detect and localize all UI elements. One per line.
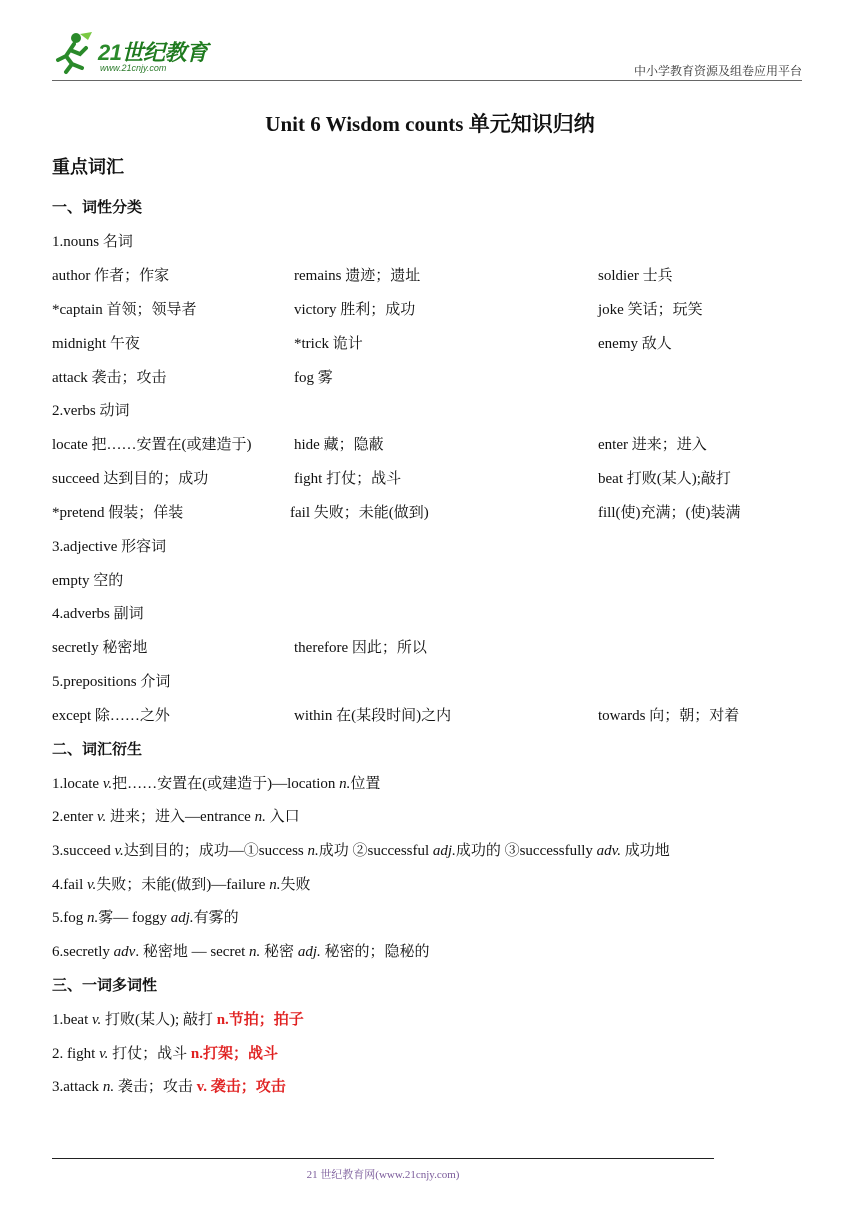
heading-multi-pos: 三、一词多词性 — [52, 976, 158, 994]
runner-logo-icon — [52, 30, 98, 76]
multi-pos-line: 1.beat v. 打败(某人); 敲打 n.节拍；拍子 — [52, 1012, 304, 1028]
vocab-cell: victory 胜利；成功 — [294, 302, 416, 318]
multi-pos-line: 2. fight v. 打仗；战斗 n.打架；战斗 — [52, 1046, 278, 1062]
vocab-cell: midnight 午夜 — [52, 336, 140, 352]
vocab-row — [52, 467, 802, 489]
logo-url: www.21cnjy.com — [100, 63, 167, 73]
vocab-cell: fog 雾 — [294, 370, 333, 386]
site-logo — [52, 28, 232, 78]
vocab-cell: secretly 秘密地 — [52, 640, 148, 656]
vocab-cell: *captain 首领；领导者 — [52, 302, 197, 318]
derivation-line: 1.locate v.把……安置在(或建造于)—location n.位置 — [52, 776, 381, 792]
vocab-cell: enemy 敌人 — [598, 336, 672, 352]
vocab-cell: beat 打败(某人);敲打 — [598, 471, 731, 487]
vocab-cell: soldier 士兵 — [598, 268, 673, 284]
page-title: Unit 6 Wisdom counts 单元知识归纳 — [265, 112, 595, 136]
vocab-cell: towards 向；朝；对着 — [598, 708, 740, 724]
derivation-line: 2.enter v. 进来；进入—entrance n. 入口 — [52, 809, 300, 825]
footer-text: 21 世纪教育网(www.21cnjy.com) — [306, 1169, 460, 1181]
vocab-cell: *pretend 假装；佯装 — [52, 505, 184, 521]
vocab-cell: fight 打仗；战斗 — [294, 471, 402, 487]
vocab-row — [52, 704, 802, 726]
vocab-cell: *trick 诡计 — [294, 336, 363, 352]
vocab-cell: fill(使)充满；(使)装满 — [598, 505, 741, 521]
heading-word-classes: 一、词性分类 — [52, 198, 143, 216]
vocab-cell: locate 把……安置在(或建造于) — [52, 437, 252, 453]
vocab-cell: hide 藏；隐蔽 — [294, 437, 384, 453]
derivation-line: 4.fail v.失败；未能(做到)—failure n.失败 — [52, 877, 311, 893]
derivation-line: 5.fog n.雾— foggy adj.有雾的 — [52, 910, 239, 926]
header-divider — [52, 80, 802, 81]
vocab-row — [52, 366, 802, 388]
vocab-cell: attack 袭击；攻击 — [52, 370, 167, 386]
answer-text: n.节拍；拍子 — [216, 1012, 304, 1028]
vocab-cell: remains 遗迹；遗址 — [294, 268, 421, 284]
label-adverbs: 4.adverbs 副词 — [52, 606, 144, 622]
answer-text: n.打架；战斗 — [190, 1046, 278, 1062]
vocab-cell: fail 失败；未能(做到) — [290, 505, 429, 521]
derivation-line: 3.succeed v.达到目的；成功—①success n.成功 ②successful adj.成功的 ③successfully adv. 成功地 — [52, 843, 670, 859]
vocab-row — [52, 332, 802, 354]
logo-wordmark: 21世纪教育 — [98, 40, 208, 65]
section-heading-key-vocab: 重点词汇 — [52, 157, 124, 178]
vocab-row: empty 空的 — [52, 573, 124, 589]
vocab-cell: joke 笑话；玩笑 — [598, 302, 703, 318]
multi-pos-line: 3.attack n. 袭击；攻击 v. 袭击；攻击 — [52, 1079, 286, 1095]
footer-divider — [52, 1158, 714, 1159]
answer-text: v. 袭击；攻击 — [196, 1079, 286, 1095]
derivation-line: 6.secretly adv. 秘密地 — secret n. 秘密 adj. 秘密的；隐秘的 — [52, 944, 430, 960]
heading-word-derivation: 二、词汇衍生 — [52, 740, 143, 758]
vocab-cell: therefore 因此；所以 — [294, 640, 427, 656]
vocab-cell: enter 进来；进入 — [598, 437, 707, 453]
vocab-row — [52, 636, 802, 658]
label-prepositions: 5.prepositions 介词 — [52, 674, 171, 690]
vocab-row — [52, 501, 802, 523]
vocab-cell: except 除……之外 — [52, 708, 170, 724]
label-adjective: 3.adjective 形容词 — [52, 539, 167, 555]
vocab-row — [52, 264, 802, 286]
label-verbs: 2.verbs 动词 — [52, 403, 130, 419]
label-nouns: 1.nouns 名词 — [52, 234, 133, 250]
vocab-row — [52, 433, 802, 455]
vocab-row — [52, 298, 802, 320]
page-header — [52, 28, 802, 82]
vocab-cell: succeed 达到目的；成功 — [52, 471, 209, 487]
vocab-cell: author 作者；作家 — [52, 268, 170, 284]
vocab-cell: within 在(某段时间)之内 — [294, 708, 452, 724]
platform-name: 中小学教育资源及组卷应用平台 — [633, 64, 802, 78]
